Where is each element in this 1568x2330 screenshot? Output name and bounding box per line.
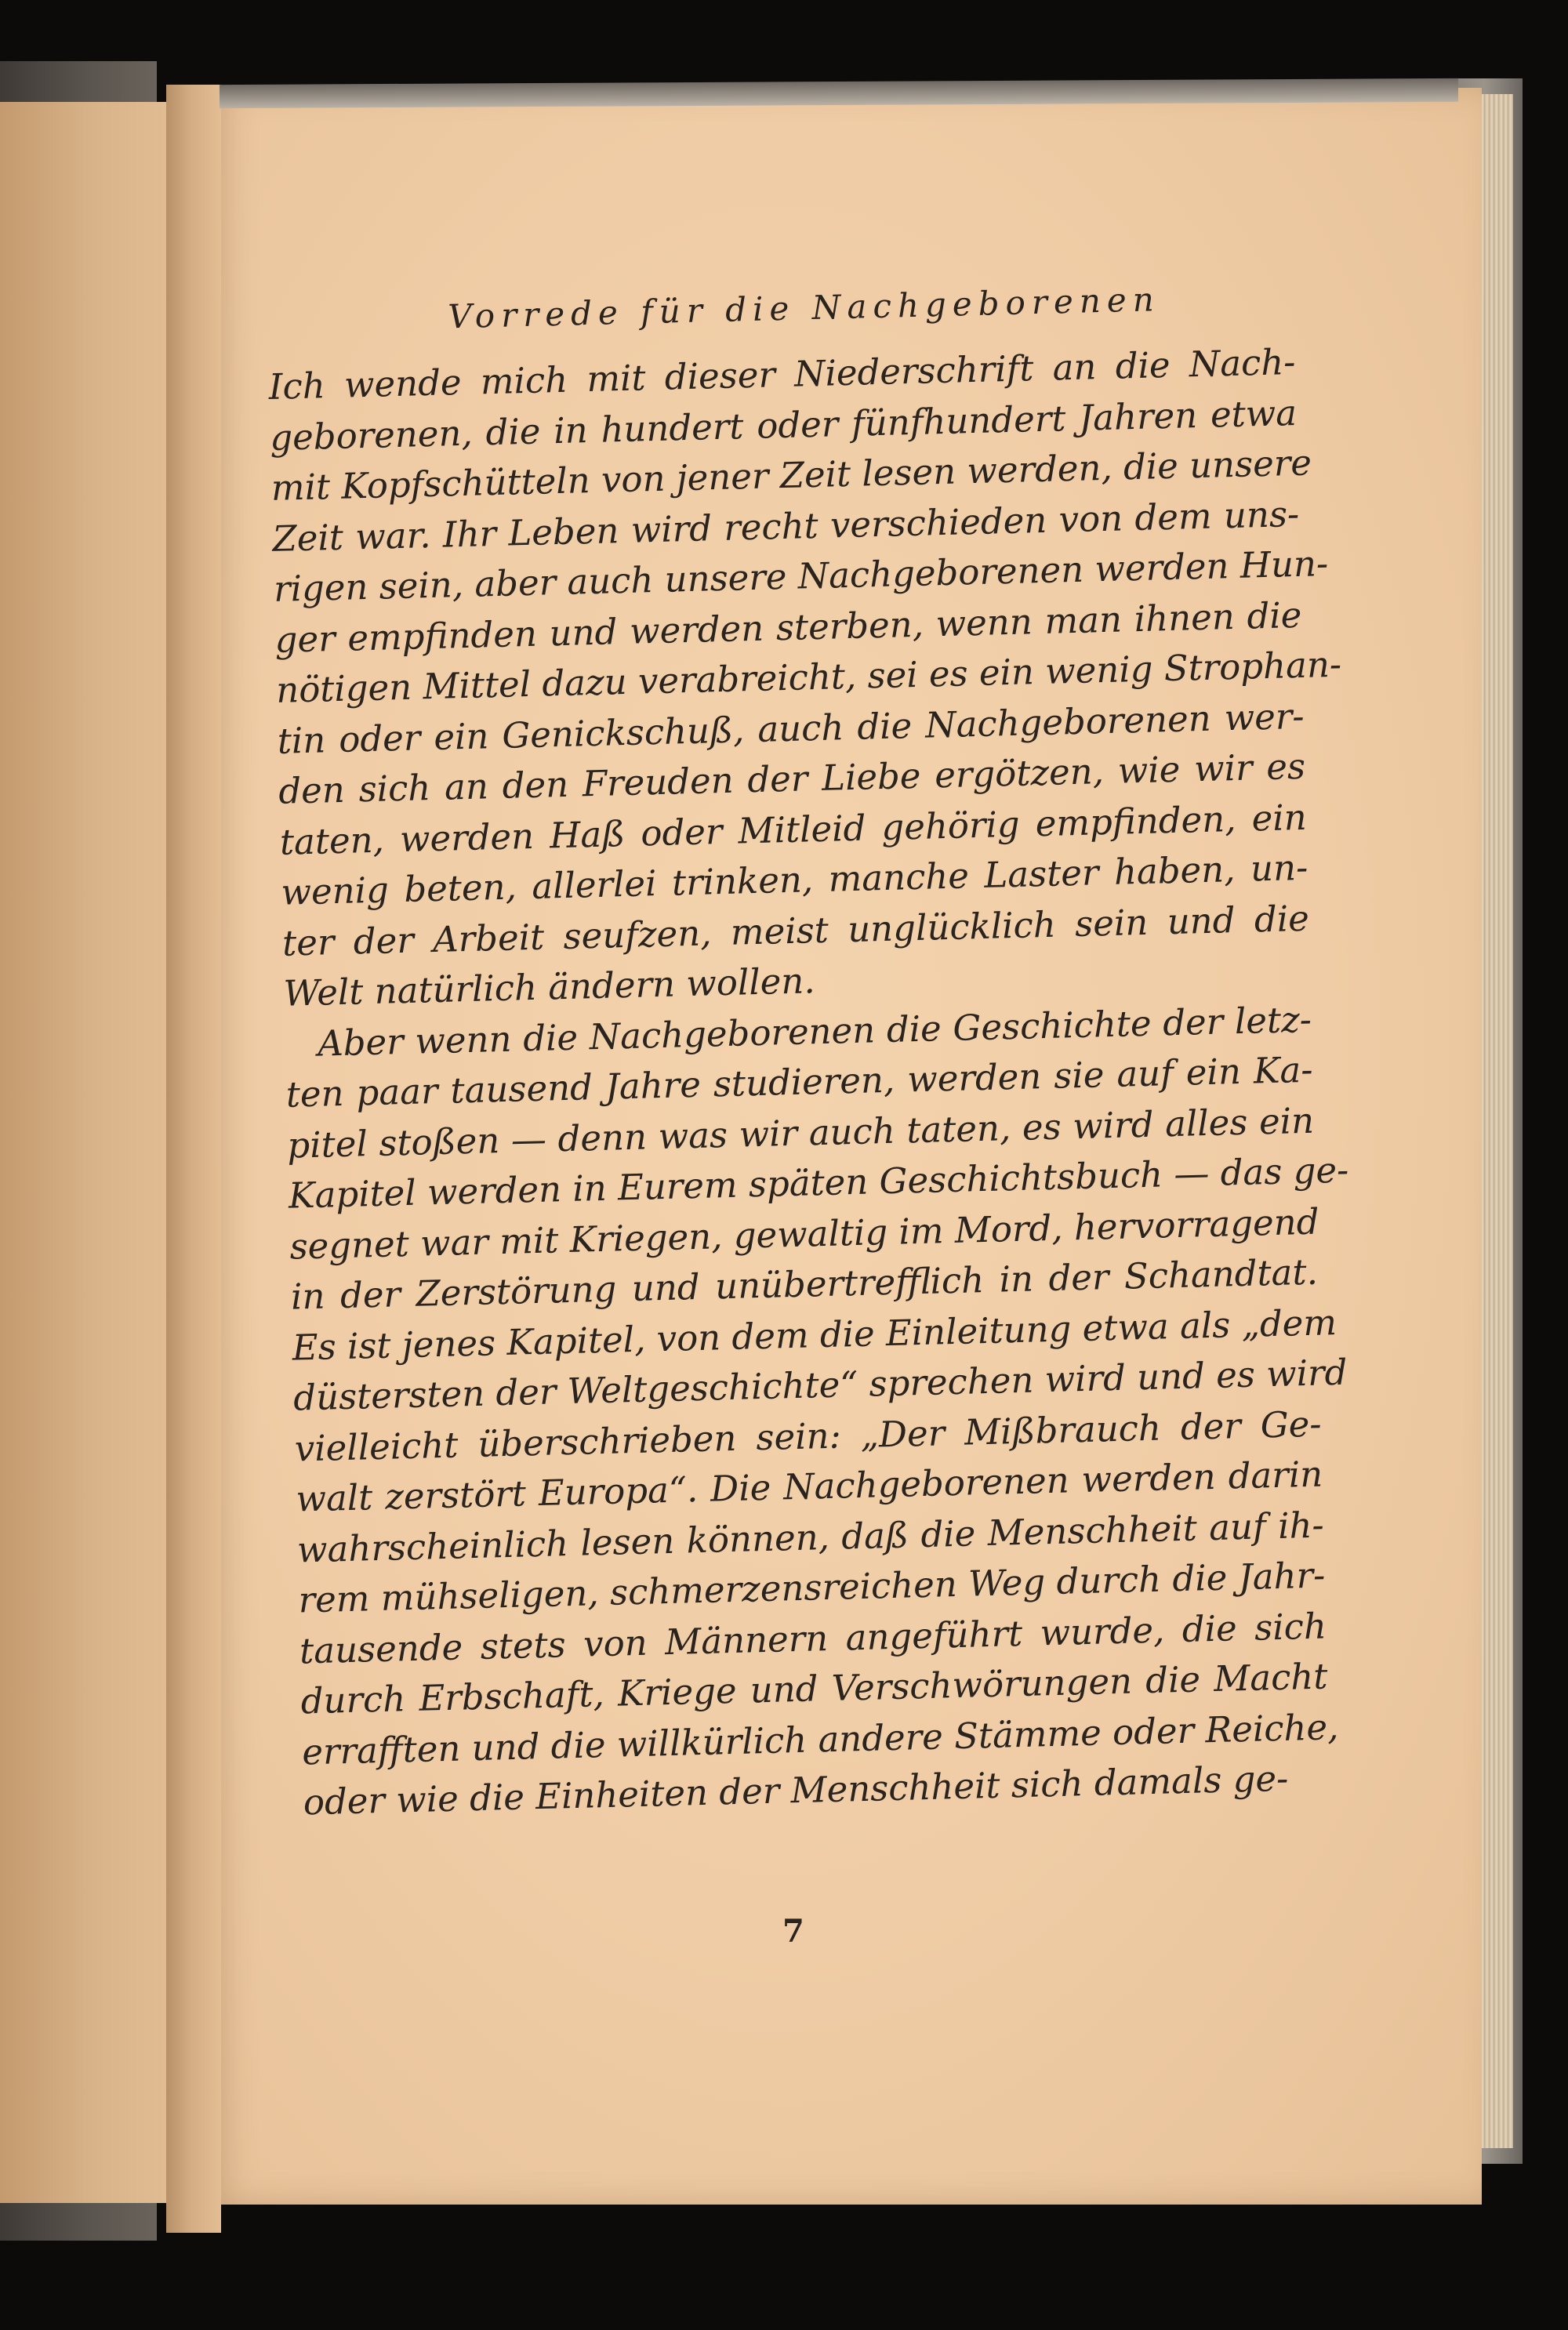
text-line-content: walt zerstört Europa“. Die Nachgeborenen werden darin [295, 1453, 1323, 1520]
text-line-content: errafften und die willkürlich andere Stämme oder Reiche, [301, 1705, 1339, 1773]
text-line-content: Kapitel werden in Eurem späten Geschichtsbuch — das ge- [288, 1149, 1349, 1217]
text-line-content: in der Zerstörung und unübertrefflich in der Schandtat. [290, 1250, 1319, 1318]
text-line-content: nötigen Mittel dazu verabreicht, sei es ein wenig Strophan- [275, 643, 1342, 711]
text-line-content: mit Kopfschütteln von jener Zeit lesen werden, die unsere [270, 441, 1312, 509]
book-gutter [166, 85, 221, 2233]
text-line-content: Welt natürlich ändern wollen. [283, 960, 816, 1014]
left-endpaper [0, 102, 166, 2203]
section-heading: Vorrede für die Nachgeborenen [447, 280, 1161, 336]
text-line-content: oder wie die Einheiten der Menschheit sich damals ge- [303, 1757, 1289, 1824]
page-number: 7 [782, 1913, 804, 1950]
text-line-content: rem mühseligen, schmerzensreichen Weg durch die Jahr- [297, 1554, 1326, 1621]
text-line-content: Es ist jenes Kapitel, von dem die Einleitung etwa als „dem [292, 1301, 1338, 1369]
text-line-content: den sich an den Freuden der Liebe ergötzen, wie wir es [278, 745, 1306, 812]
paragraph-lines [268, 337, 1349, 1828]
text-line-content: ten paar tausend Jahre studieren, werden sie auf ein Ka- [285, 1048, 1314, 1116]
text-line-content: Zeit war. Ihr Leben wird recht verschieden von dem uns- [271, 492, 1300, 560]
text-line-content: tin oder ein Genickschuß, auch die Nachgeborenen wer- [277, 695, 1305, 762]
text-line-content: ger empfinden und werden sterben, wenn man ihnen die [274, 593, 1302, 661]
text-line-content: wenig beten, allerlei trinken, manche Laster haben, un- [280, 846, 1308, 913]
text-line-content: taten, werden Haß oder Mitleid gehörig empfinden, ein [279, 796, 1308, 863]
text-line-content: geborenen, die in hundert oder fünfhundert Jahren etwa [269, 391, 1298, 459]
text-line-content: ter der Arbeit seufzen, meist unglücklich sein und die [281, 897, 1310, 964]
text-line-content: durch Erbschaft, Kriege und Verschwörungen die Macht [300, 1655, 1329, 1722]
text-line-content: segnet war mit Kriegen, gewaltig im Mord, hervorragend [289, 1200, 1320, 1268]
text-line-content: vielleicht überschrieben sein: „Der Mißbrauch der Ge- [294, 1403, 1323, 1470]
text-line-content: wahrscheinlich lesen können, daß die Menschheit auf ih- [296, 1504, 1325, 1571]
text-line-content: Ich wende mich mit dieser Niederschrift an die Nach- [268, 340, 1297, 408]
text-block [267, 273, 1349, 1828]
text-line-content: pitel stoßen — denn was wir auch taten, es wird alles ein [286, 1099, 1315, 1167]
text-line-content: Aber wenn die Nachgeborenen die Geschichte der letz- [317, 998, 1312, 1065]
text-line-content: tausende stets von Männern angeführt wurde, die sich [299, 1604, 1327, 1671]
text-line-content: rigen sein, aber auch unsere Nachgeborenen werden Hun- [273, 543, 1329, 610]
text-line-content: düstersten der Weltgeschichte“ sprechen wird und es wird [292, 1351, 1348, 1419]
